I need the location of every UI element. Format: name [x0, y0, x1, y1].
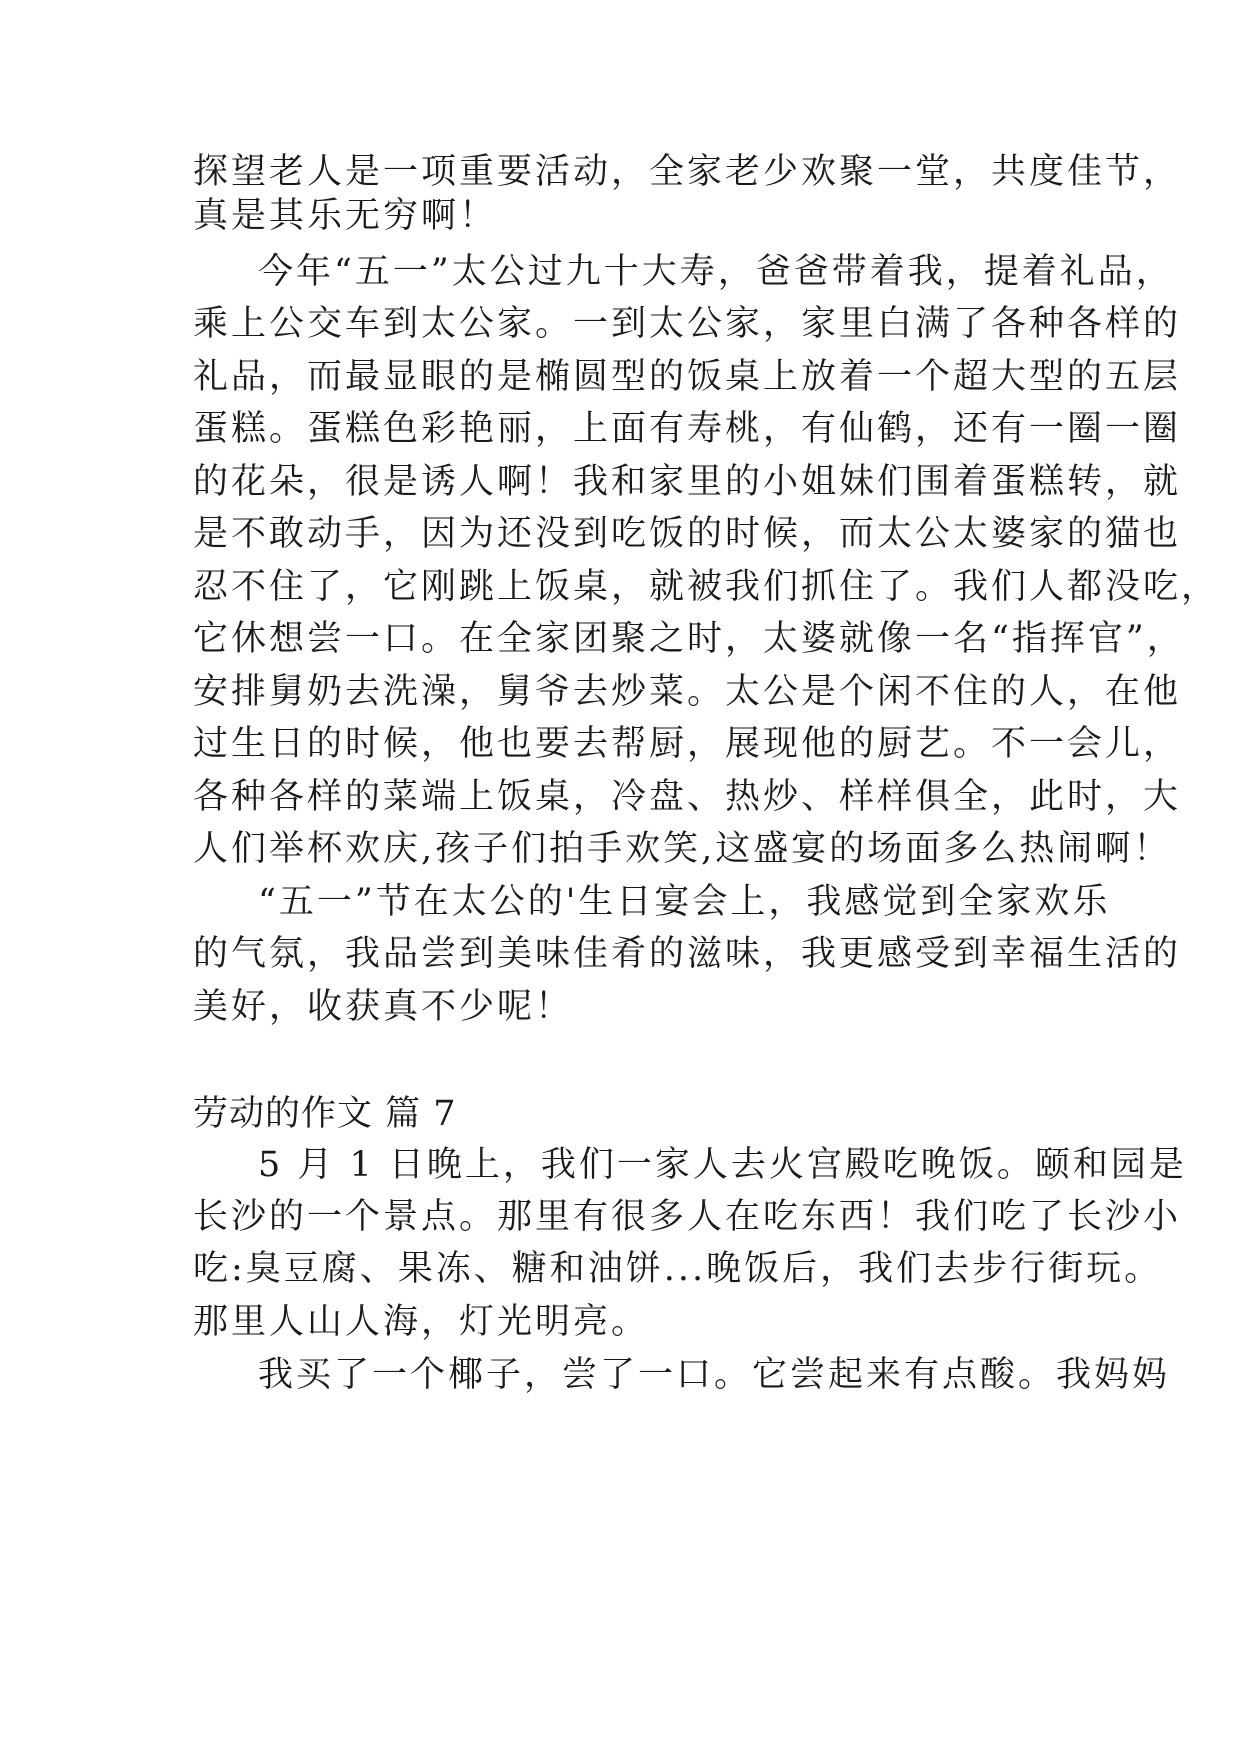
- paragraph-line: 礼品，而最显眼的是椭圆型的饭桌上放着一个超大型的五层: [193, 357, 1182, 397]
- paragraph-line: 今年“五一”太公过九十大寿，爸爸带着我，提着礼品，: [258, 252, 1174, 292]
- paragraph-line: 忍不住了，它刚跳上饭桌，就被我们抓住了。我们人都没吃，: [193, 567, 1220, 607]
- section-heading: 劳动的作文 篇 7: [193, 1094, 457, 1134]
- paragraph-line: 安排舅奶去洗澡，舅爷去炒菜。太公是个闲不住的人，在他: [193, 672, 1182, 712]
- paragraph-line: 蛋糕。蛋糕色彩艳丽，上面有寿桃，有仙鹤，还有一圈一圈: [193, 409, 1182, 449]
- paragraph-line: 乘上公交车到太公家。一到太公家，家里白满了各种各样的: [193, 304, 1182, 344]
- paragraph-line: 美好，收获真不少呢！: [193, 987, 574, 1027]
- paragraph-line: 5 月 1 日晚上，我们一家人去火宫殿吃晚饭。颐和园是: [258, 1145, 1187, 1185]
- paragraph-line: 人们举杯欢庆,孩子们拍手欢笑,这盛宴的场面多么热闹啊！: [193, 829, 1172, 869]
- paragraph-line: 的花朵，很是诱人啊！我和家里的小姐妹们围着蛋糕转，就: [193, 462, 1182, 502]
- paragraph-line: 吃:臭豆腐、果冻、糖和油饼...晚饭后，我们去步行街玩。: [193, 1249, 1163, 1289]
- paragraph-line: 真是其乐无穷啊！: [193, 196, 498, 236]
- paragraph-line: 那里人山人海，灯光明亮。: [193, 1302, 650, 1342]
- paragraph-line: 过生日的时候，他也要去帮厨，展现他的厨艺。不一会儿，: [193, 724, 1182, 764]
- paragraph-line: “五一”节在太公的'生日宴会上，我感觉到全家欢乐: [258, 882, 1111, 922]
- paragraph-line: 的气氛，我品尝到美味佳肴的滋味，我更感受到幸福生活的: [193, 934, 1182, 974]
- paragraph-line: 是不敢动手，因为还没到吃饭的时候，而太公太婆家的猫也: [193, 514, 1182, 554]
- paragraph-line: 各种各样的菜端上饭桌，冷盘、热炒、样样俱全，此时，大: [193, 777, 1182, 817]
- paragraph-line: 探望老人是一项重要活动，全家老少欢聚一堂，共度佳节，: [193, 152, 1182, 192]
- paragraph-line: 长沙的一个景点。那里有很多人在吃东西！我们吃了长沙小: [193, 1197, 1182, 1237]
- paragraph-line: 它休想尝一口。在全家团聚之时，太婆就像一名“指挥官”，: [193, 619, 1185, 659]
- paragraph-line: 我买了一个椰子，尝了一口。它尝起来有点酸。我妈妈: [258, 1355, 1171, 1395]
